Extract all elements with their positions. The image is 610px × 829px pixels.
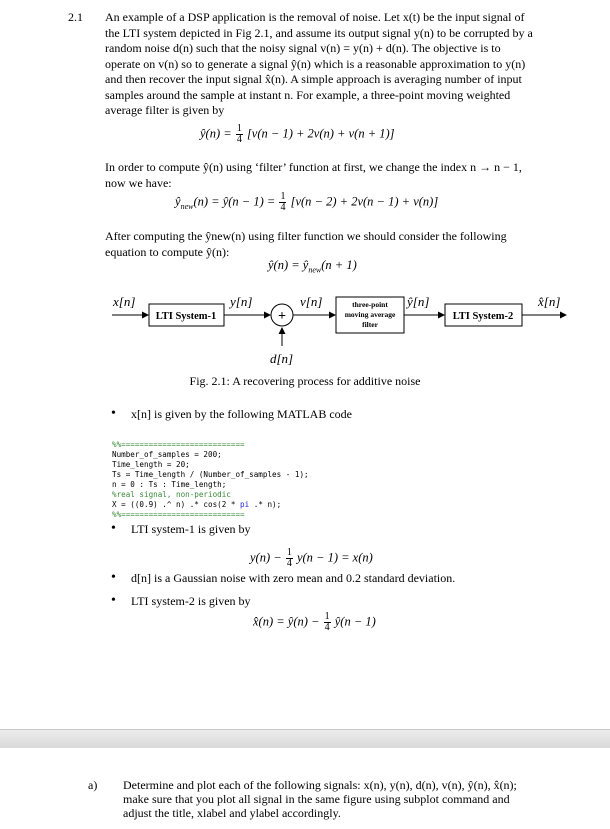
frac-num: 1 bbox=[286, 547, 292, 558]
section-number: 2.1 bbox=[68, 10, 83, 24]
yhat-label: ŷ[n] bbox=[407, 294, 430, 309]
eq1-lhs: ŷ(n) = bbox=[200, 126, 232, 141]
frac-den: 4 bbox=[236, 134, 242, 145]
code-line: n = 0 : Ts : Time_length; bbox=[112, 480, 227, 489]
v-label: v[n] bbox=[300, 294, 323, 309]
intro-line: samples around the sample at instant n. For example, a three-point moving weighted bbox=[105, 87, 511, 102]
intro-line: An example of a DSP application is the removal of noise. Let x(t) be the input signal of bbox=[105, 10, 525, 24]
document-page-2 bbox=[0, 748, 610, 829]
y-label: y[n] bbox=[230, 294, 253, 309]
eq2-rhs: [v(n − 2) + 2v(n − 1) + v(n)] bbox=[290, 194, 439, 209]
code-keyword: pi bbox=[240, 500, 250, 509]
xhat-label: x̂[n] bbox=[538, 294, 561, 309]
filter-label-line: moving average bbox=[344, 310, 396, 319]
eq3-rhs: (n + 1) bbox=[321, 258, 357, 272]
code-line: %%=========================== bbox=[112, 510, 245, 519]
code-comment-line: %real signal, non-periodic bbox=[112, 490, 231, 499]
frac-num: 1 bbox=[324, 611, 330, 622]
equation-lti-system-2 bbox=[253, 612, 376, 633]
code-line: X = ((0.9) .^ n) .* cos(2 * bbox=[112, 500, 241, 509]
frac-den: 4 bbox=[280, 202, 286, 213]
b2-eq-a: y(n) − bbox=[250, 550, 282, 565]
part-a-line: adjust the title, xlabel and ylabel accordingly. bbox=[123, 806, 341, 820]
eq3-sub: new bbox=[308, 265, 322, 275]
equation-lti-system-1 bbox=[250, 548, 373, 569]
code-line: Time_length = 20; bbox=[112, 460, 190, 469]
bullet-lti-system-1: • LTI system-1 is given by bbox=[131, 522, 251, 537]
eq2-lhs: ŷ bbox=[175, 194, 181, 209]
block-diagram bbox=[0, 0, 610, 400]
code-line: %%=========================== bbox=[112, 440, 245, 449]
part-a-line: Determine and plot each of the following signals: x(n), y(n), d(n), v(n), ŷ(n), x̂(n); bbox=[123, 778, 517, 792]
intro-line: and then recover the input signal x̂(n). A simple approach is averaging number of input bbox=[105, 72, 522, 86]
intro-line: random noise d(n) such that the noisy signal v(n) = y(n) + d(n). The objective is to bbox=[105, 41, 501, 55]
b4-eq-b: ŷ(n − 1) bbox=[334, 614, 376, 629]
bullet-x-signal: • x[n] is given by the following MATLAB code bbox=[131, 407, 352, 422]
part-a-text bbox=[123, 778, 553, 820]
page-separator bbox=[0, 729, 610, 749]
b4-eq-a: x̂(n) = ŷ(n) − bbox=[253, 614, 320, 629]
part-a-label: a) bbox=[88, 778, 98, 792]
figure-caption: Fig. 2.1: A recovering process for additive noise bbox=[189, 374, 421, 388]
part-a-line: make sure that you plot all signal in the same figure using subplot command and bbox=[123, 792, 510, 806]
x-label: x[n] bbox=[113, 294, 136, 309]
para3-line: equation to compute ŷ(n): bbox=[105, 244, 230, 259]
matlab-code-block bbox=[112, 440, 309, 520]
plus-sign: + bbox=[278, 309, 286, 324]
code-line: Number_of_samples = 200; bbox=[112, 450, 222, 459]
b2-eq-b: y(n − 1) = x(n) bbox=[296, 550, 373, 565]
lti-system-1-label: LTI System-1 bbox=[155, 311, 217, 322]
frac-num: 1 bbox=[236, 123, 242, 134]
code-line: Ts = Time_length / (Number_of_samples - 1); bbox=[112, 470, 309, 479]
filter-label-line: filter bbox=[362, 320, 378, 329]
frac-den: 4 bbox=[324, 622, 330, 633]
lti-system-2-label: LTI System-2 bbox=[452, 311, 514, 322]
d-label: d[n] bbox=[270, 351, 294, 366]
para2-line: In order to compute ŷ(n) using ‘filter’ function at first, we change the index n → n − 1, bbox=[105, 160, 522, 174]
eq2-mid: (n) = ŷ(n − 1) = bbox=[193, 194, 276, 209]
eq1-rhs: [v(n − 1) + 2v(n) + v(n + 1)] bbox=[246, 126, 395, 141]
code-line: .* n); bbox=[249, 500, 282, 509]
eq2-sub: new bbox=[180, 201, 194, 211]
filter-label-line: three-point bbox=[352, 300, 388, 309]
frac-den: 4 bbox=[286, 558, 292, 569]
eq3-lhs: ŷ(n) = ŷ bbox=[268, 258, 309, 272]
intro-line: average filter is given by bbox=[105, 103, 225, 117]
para3-line: After computing the ŷnew(n) using filter function we should consider the following bbox=[105, 229, 507, 243]
intro-line: the LTI system depicted in Fig 2.1, and assume its output signal y(n) to be corrupted by a bbox=[105, 25, 533, 40]
intro-line: operate on v(n) so to generate a signal ŷ(n) which is a reasonable approximation to y(n) bbox=[105, 56, 526, 71]
para2-line: now we have: bbox=[105, 175, 172, 190]
bullet-lti-system-2: • LTI system-2 is given by bbox=[131, 594, 251, 609]
bullet-noise: • d[n] is a Gaussian noise with zero mean and 0.2 standard deviation. bbox=[131, 571, 455, 586]
frac-num: 1 bbox=[280, 191, 286, 202]
